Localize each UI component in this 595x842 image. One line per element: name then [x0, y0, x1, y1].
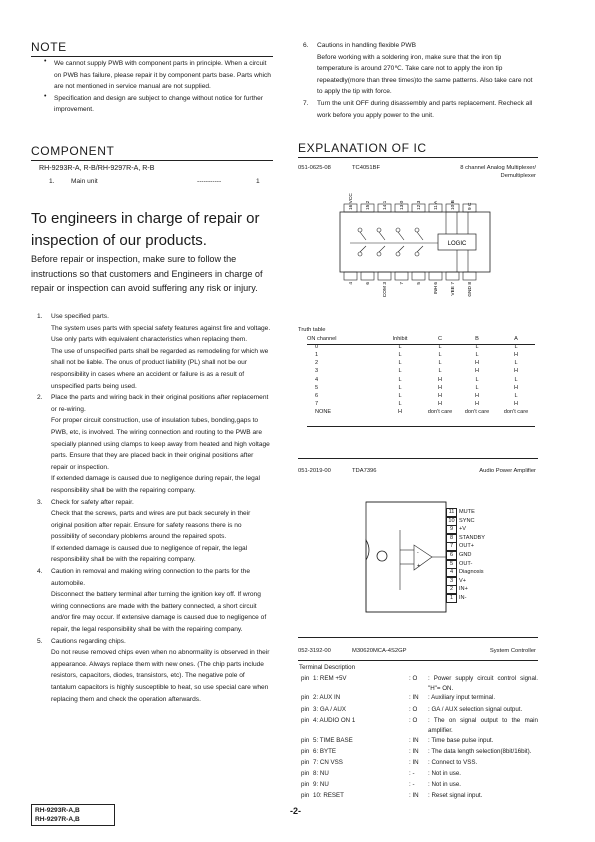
truth-cell: H — [437, 376, 443, 383]
truth-row — [307, 351, 535, 359]
list-item — [37, 636, 271, 706]
ic1-code: 051-0625-08 — [298, 165, 331, 171]
list-item-title: Cautions in handling flexible PWB — [317, 42, 416, 49]
component-row-name: Main unit — [71, 178, 98, 185]
ic1-top-pin-label: 13 0 — [400, 200, 405, 210]
ic2-pin-label: STANDBY — [459, 534, 486, 541]
ic2-pin-label: V+ — [459, 577, 466, 584]
footer-model-line2: RH-9297R-A,B — [35, 816, 80, 823]
ic3-pin-description: : Reset signal input. — [428, 792, 483, 799]
truth-cell: don't care — [427, 408, 453, 415]
ic2-pin-number: 1 — [446, 594, 457, 603]
truth-row — [307, 400, 535, 408]
ic2-name: TDA7396 — [352, 468, 377, 474]
truth-cell: L — [398, 400, 402, 407]
truth-cell: L — [438, 352, 442, 359]
truth-cell: 0 — [315, 344, 319, 351]
truth-cell: L — [398, 360, 402, 367]
ic2-pin — [446, 577, 466, 585]
ic2-pin-label: SYNC — [459, 517, 475, 524]
ic2-pin-number: 10 — [446, 517, 457, 526]
truth-cell: 5 — [315, 384, 319, 391]
truth-header-cell: C — [437, 336, 443, 343]
ic3-pin-direction: : O — [409, 706, 418, 713]
ic3-pin-description: : Connect to VSS. — [428, 759, 478, 766]
ic2-pin — [446, 542, 474, 550]
truth-cell: H — [474, 400, 480, 407]
component-row — [49, 176, 269, 188]
ic1-top-pin-label: 11 A — [434, 200, 439, 210]
ic3-pin-direction: : IN — [409, 748, 419, 755]
list-item-title: Place the parts and wiring back in their original positions after replacement or re-wiring. — [51, 394, 269, 413]
ic2-pin — [446, 585, 468, 593]
list-item-title: Check for safety after repair. — [51, 498, 134, 506]
ic3-pin-direction: : IN — [409, 792, 419, 799]
ic2-pin-number: 8 — [446, 534, 457, 543]
ic2-code: 051-2019-00 — [298, 468, 331, 474]
truth-cell: H — [474, 392, 480, 399]
ic1-desc-line1: 8 channel Analog Multiplexer/ — [460, 165, 536, 171]
ic3-pin-name: 8: NU — [313, 770, 329, 777]
truth-cell: 4 — [315, 376, 319, 383]
ic1-bottom-pin-label: 7 — [400, 282, 405, 285]
list-item-paragraph: If extended damage is caused due to negligence during repair, the legal responsibility shall be with the repairing company. — [51, 475, 260, 494]
component-row-qty: 1 — [256, 178, 260, 185]
component-row-num: 1. — [49, 178, 55, 185]
ic2-pin-label: OUT+ — [459, 543, 475, 550]
ic2-pin-number: 5 — [446, 560, 457, 569]
ic3-pin-description: : Time base pulse input. — [428, 737, 494, 744]
ic3-terminal-header: Terminal Description — [299, 664, 356, 671]
ic3-pin-word: pin — [301, 748, 310, 755]
ic1-name: TC4051BF — [352, 165, 381, 171]
ic2-pin-label: GND — [459, 552, 472, 558]
ic2-pin — [446, 568, 484, 576]
ic2-pin-number: 4 — [446, 568, 457, 577]
ic1-bottom-pin-label: 5 — [417, 282, 422, 285]
truth-cell: don't care — [464, 408, 490, 415]
ic3-pin-description: : The on signal output to the main amplifier. — [428, 717, 538, 734]
truth-cell: L — [514, 360, 518, 367]
list-item-number: 7. — [303, 99, 309, 107]
truth-cell: H — [437, 400, 443, 407]
ic2-pin — [446, 551, 471, 559]
ic3-pin-name: 3: GA / AUX — [313, 706, 347, 713]
engineers-intro: Before repair or inspection, make sure to follow the instructions so that customers and Engineers in charge of repair or inspection can avoid suffering any risk or injury. — [31, 254, 263, 294]
ic3-pin-word: pin — [301, 770, 310, 777]
svg-text:+: + — [417, 563, 420, 569]
ic1-bottom-pin-label: VEE 7 — [451, 282, 456, 296]
truth-cell: H — [437, 384, 443, 391]
ic2-pin — [446, 525, 466, 533]
note-heading: NOTE — [31, 40, 67, 54]
ic2-pin-number: 9 — [446, 525, 457, 534]
truth-header-cell: ON channel — [307, 336, 337, 343]
truth-cell: L — [475, 376, 479, 383]
truth-cell: L — [514, 392, 518, 399]
truth-cell: H — [513, 384, 519, 391]
ic2-pin — [446, 517, 475, 525]
truth-cell: H — [513, 352, 519, 359]
list-item-number: 4. — [37, 568, 43, 576]
ic3-pin-direction: : IN — [409, 759, 419, 766]
ic1-bottom-pin-label: 6 — [366, 282, 371, 285]
truth-cell: L — [398, 376, 402, 383]
ic2-pin-label: +V — [459, 526, 466, 533]
truth-row — [307, 375, 535, 383]
list-item-paragraph: The system uses parts with special safety features against fire and voltage. Use only parts with equivalent characteristics when replacing them. — [51, 324, 271, 344]
ic1-top-pin-label: 14 1 — [383, 200, 388, 210]
truth-cell: H — [513, 400, 519, 407]
ic3-pin-name: 10: RESET — [313, 792, 344, 799]
ic2-pin-label: IN- — [459, 595, 467, 601]
ic3-pin-name: 5: TIME BASE — [313, 737, 353, 744]
ic2-desc: Audio Power Amplifier — [479, 468, 536, 474]
list-item-paragraph: For proper circuit construction, use of insulation tubes, bonding,gaps to PWB, etc, is involved. The wiring connection and routing to the PWB are specially planned using clamps to keep away from heated and high voltage parts. Ensure that they are placed back in their original positions after repair or inspection. — [51, 417, 270, 471]
truth-cell: 6 — [315, 392, 319, 399]
truth-cell: NONE — [315, 408, 332, 415]
page-number: -2- — [290, 806, 301, 816]
ic3-pin-name: 2: AUX IN — [313, 694, 341, 701]
ic2-pin-label: Diagnosis — [459, 569, 484, 576]
truth-cell: 3 — [315, 368, 319, 375]
ic2-pin-number: 11 — [446, 508, 457, 517]
truth-header-cell: B — [475, 336, 479, 343]
ic2-pin — [446, 534, 485, 542]
ic3-pin-name: 6: BYTE — [313, 748, 337, 755]
truth-cell: H — [474, 368, 480, 375]
ic2-pin-number: 7 — [446, 542, 457, 551]
truth-table — [307, 335, 535, 416]
list-item — [37, 566, 271, 636]
footer-model-box — [31, 804, 115, 826]
ic3-header — [298, 648, 538, 654]
list-item-number: 2. — [37, 394, 43, 402]
list-item — [303, 40, 537, 98]
ic3-pin-direction: : - — [409, 770, 415, 777]
truth-cell: L — [514, 344, 518, 351]
ic3-pin-name: 7: CN VSS — [313, 759, 343, 766]
ic3-pin-description: : Auxiliary input terminal. — [428, 694, 496, 701]
list-item-number: 5. — [37, 637, 43, 645]
list-item-number: 6. — [303, 42, 309, 49]
truth-cell: don't care — [503, 408, 529, 415]
ic3-pin-word: pin — [301, 706, 310, 713]
truth-row — [307, 392, 535, 400]
truth-cell: L — [475, 384, 479, 391]
ic3-pin-word: pin — [301, 737, 310, 744]
truth-header-cell: A — [514, 336, 518, 343]
truth-cell: 7 — [315, 400, 319, 407]
ic3-code: 052-3192-00 — [298, 648, 331, 654]
ic3-desc: System Controller — [489, 648, 536, 654]
ic2-pin-label: IN+ — [459, 586, 468, 593]
ic1-bottom-pin-label: 4 — [349, 282, 354, 285]
list-item — [303, 98, 537, 121]
truth-cell: L — [514, 376, 518, 383]
truth-row — [307, 408, 535, 416]
truth-cell: L — [438, 360, 442, 367]
list-item-title: Caution in removal and making wiring connection to the parts for the automobile. — [51, 568, 251, 587]
ic1-top-pin-label: 16 VCC — [349, 193, 354, 210]
ic1-diagram — [330, 190, 500, 330]
list-item-paragraph: Check that the screws, parts and wires are put back securely in their original position after repair. Ensure for safety reasons there is no possibility of secondary ploblems around the repaired spots. — [51, 510, 251, 541]
truth-row — [307, 384, 535, 392]
ic1-top-pin-label: 15 2 — [366, 200, 371, 210]
truth-row — [307, 359, 535, 367]
component-model-line: RH-9293R-A, R-B/RH-9297R-A, R-B — [39, 164, 155, 172]
truth-cell: L — [475, 344, 479, 351]
list-item-title: Cautions regarding chips. — [51, 637, 126, 645]
ic2-pin-number: 3 — [446, 577, 457, 586]
list-item-number: 3. — [37, 498, 43, 506]
list-item-number: 1. — [37, 313, 43, 320]
ic1-bottom-pin-label: COM 3 — [383, 282, 388, 298]
ic2-pin — [446, 560, 472, 568]
ic3-pin-word: pin — [301, 675, 310, 682]
list-item — [37, 497, 271, 567]
truth-header-cell: Inhibit — [392, 336, 408, 343]
ic3-pin-direction: : O — [409, 675, 418, 682]
ic1-bottom-pin-label: INH 6 — [434, 282, 439, 295]
ic3-pin-description: : The data length selection(8bit/16bit). — [428, 748, 532, 755]
ic3-pin-description: : GA / AUX selection signal output. — [428, 706, 523, 713]
truth-cell: L — [475, 352, 479, 359]
truth-cell: H — [474, 360, 480, 367]
note-item: • We cannot supply PWB with component parts in principle. When a circuit on PWB has failure, please repair it by component parts base. Parts which are not mentioned in service manual are not supplied. — [44, 58, 274, 93]
ic1-desc-line2: Demultiplexer — [500, 173, 536, 179]
ic2-header — [298, 468, 538, 474]
truth-cell: L — [398, 368, 402, 375]
truth-cell: 1 — [315, 352, 319, 359]
ic3-pin-word: pin — [301, 792, 310, 799]
truth-cell: L — [438, 368, 442, 375]
footer-model-line1: RH-9293R-A,B — [35, 807, 80, 814]
ic3-pin-word: pin — [301, 759, 310, 766]
ic1-top-pin-label: 12 3 — [417, 200, 422, 210]
list-item — [37, 311, 271, 392]
engineers-title: To engineers in charge of repair or inspection of our products. — [31, 210, 260, 249]
ic-heading: EXPLANATION OF IC — [298, 141, 427, 155]
ic2-pin-number: 6 — [446, 551, 457, 560]
svg-text:-: - — [417, 550, 419, 556]
list-item-paragraph: Before working with a soldering iron, make sure that the iron tip temperature is around 270℃. Take care not to apply the iron tip repeatedly(more than three times)to the same patterns. Also take care not to apply the tip with force. — [317, 53, 533, 96]
ic3-pin-direction: : IN — [409, 694, 419, 701]
engineers-list-continued — [303, 40, 537, 121]
ic3-pin-name: 1: REM +5V — [313, 675, 347, 682]
ic3-pin-word: pin — [301, 781, 310, 788]
list-item-title: Use specified parts. — [51, 313, 109, 320]
ic3-pin-word: pin — [301, 717, 310, 724]
note-list — [44, 58, 274, 116]
list-item — [37, 392, 271, 496]
truth-cell: H — [437, 392, 443, 399]
ic2-pin-number: 2 — [446, 585, 457, 594]
ic3-pin-description: : Power supply circuit control signal. "H"= ON. — [428, 675, 538, 692]
list-item-paragraph: The use of unspecified parts shall be regarded as remodeling for which we shall not be liable. The onus of product liability (PL) shall not be our responsibility in cases where an accident or failure is as a result of unspecified parts being used. — [51, 347, 269, 390]
ic1-top-pin-label: 10 B — [451, 200, 456, 210]
ic3-pin-description: : Not in use. — [428, 770, 462, 777]
truth-cell: 2 — [315, 360, 319, 367]
truth-cell: L — [398, 384, 402, 391]
ic2-pin — [446, 508, 475, 516]
ic2-pin-label: MUTE — [459, 509, 475, 515]
list-item-title: Turn the unit OFF during disassembly and parts replacement. Recheck all work before you apply power to the unit. — [317, 99, 533, 119]
truth-cell: H — [397, 408, 403, 415]
truth-cell: L — [398, 392, 402, 399]
ic3-pin-name: 4: AUDIO ON 1 — [313, 717, 356, 724]
list-item-paragraph: Do not reuse removed chips even when no abnormality is observed in their appearance. Always replace them with new ones. (The chip parts include resistors, capacitors, diodes, transistors, etc). The negative pole of tantalum capacitors is highly susceptible to heat, so use special care when replacing them and check the operation afterwards. — [51, 649, 270, 703]
note-item: • Specification and design are subject to change without notice for further improvement. — [44, 93, 274, 116]
component-heading: COMPONENT — [31, 144, 115, 158]
ic2-diagram — [362, 500, 452, 615]
ic3-name: M30620MCA-4S2GP — [352, 648, 407, 654]
ic3-pin-name: 9: NU — [313, 781, 329, 788]
ic2-pin-label: OUT- — [459, 560, 473, 567]
truth-cell: L — [438, 344, 442, 351]
ic2-pin — [446, 594, 466, 602]
list-item-paragraph: If extended damage is caused due to negligence of repair, the legal responsibility shall be with the repairing company. — [51, 544, 248, 564]
ic3-pin-word: pin — [301, 694, 310, 701]
list-item-paragraph: Disconnect the battery terminal after turning the ignition key off. If wrong wiring connections are made with the battery connected, a short circuit and/or fire may occur. If extensive damage is caused due to negligence of repair, the legal responsibility shall be with the repairing company. — [51, 591, 267, 634]
ic1-header — [298, 164, 538, 179]
ic3-pin-description: : Not in use. — [428, 781, 462, 788]
truth-cell: H — [513, 368, 519, 375]
truth-cell: L — [398, 352, 402, 359]
ic3-pin-direction: : IN — [409, 737, 419, 744]
ic3-pin-direction: : O — [409, 717, 418, 724]
ic1-logic-label: LOGIC — [447, 241, 467, 247]
ic1-bottom-pin-label: GND 8 — [468, 282, 473, 297]
ic3-pin-direction: : - — [409, 781, 415, 788]
truth-row — [307, 367, 535, 375]
component-row-dots: ----------- — [197, 178, 222, 185]
engineers-list — [37, 311, 271, 705]
truth-caption: Truth table — [298, 327, 326, 333]
ic1-top-pin-label: 9 C — [468, 202, 473, 210]
truth-cell: L — [398, 344, 402, 351]
